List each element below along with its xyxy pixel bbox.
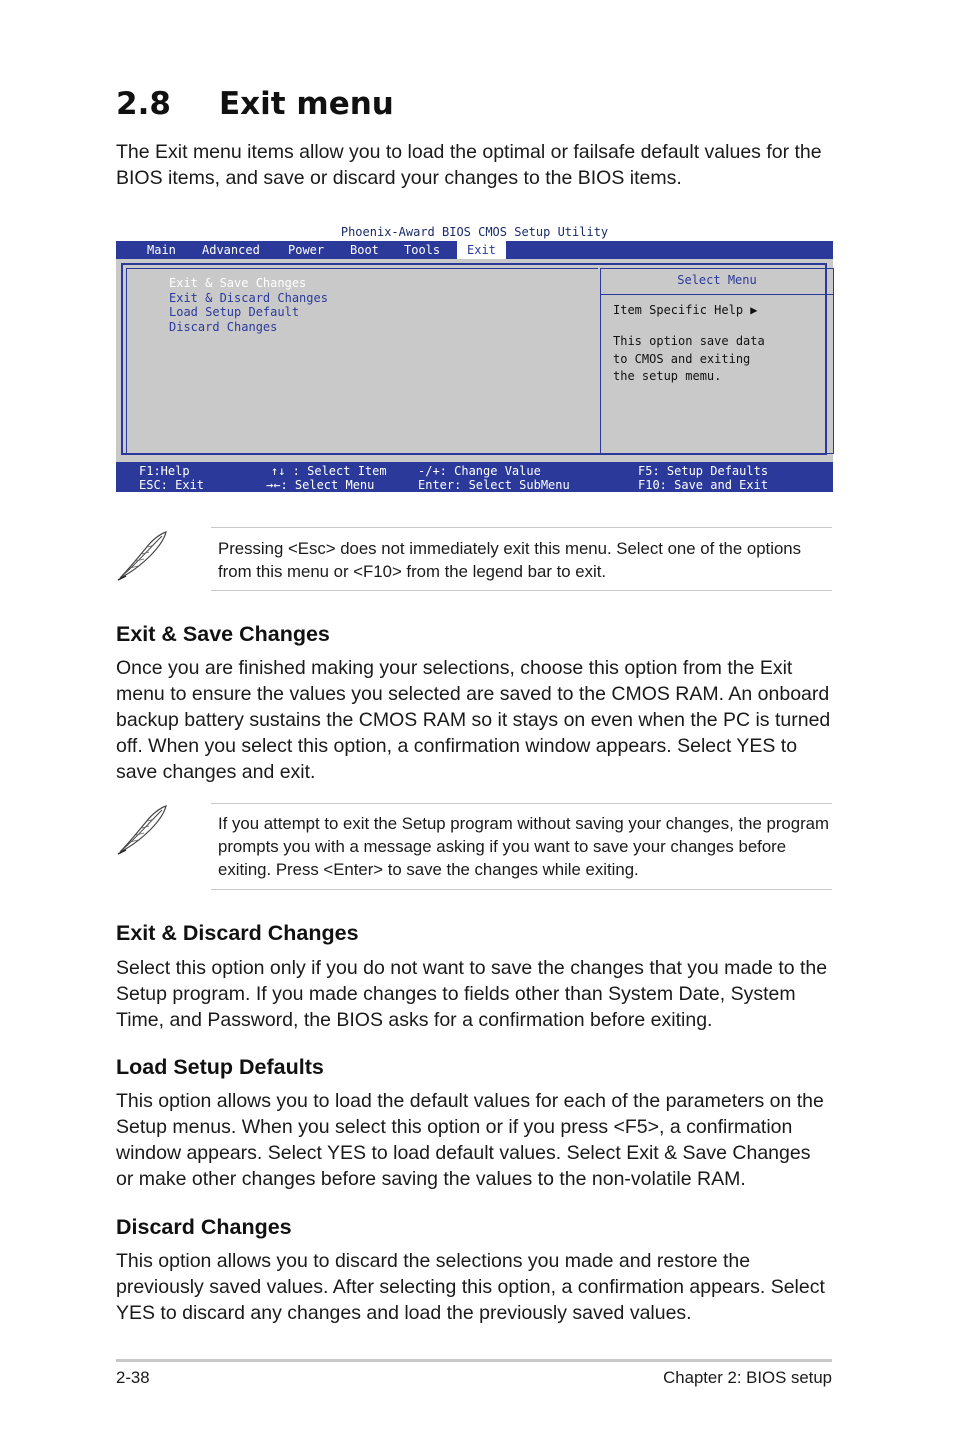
bios-help-line: to CMOS and exiting <box>613 351 751 366</box>
bios-title: Phoenix-Award BIOS CMOS Setup Utility <box>116 223 833 241</box>
page-title <box>116 86 394 122</box>
legend-f1: F1:Help <box>139 464 190 478</box>
section-body-discard: This option allows you to discard the selections you made and restore the previously saved values. After selecting this option, a confirmation appears. Select YES to discard any changes and load the previously saved values. <box>116 1250 825 1324</box>
section-body-exit-discard: Select this option only if you do not want to save the changes that you made to the Setup program. If you made changes to fields other than System Date, System Time, and Password, the BIOS asks for a confirmation before exiting. <box>116 957 828 1031</box>
section-heading-load-defaults: Load Setup Defaults <box>116 1055 324 1079</box>
page-number: 2-38 <box>116 1368 150 1387</box>
feather-pen-icon <box>116 804 168 856</box>
legend-leftright: →←: Select Menu <box>266 478 375 492</box>
note-text: If you attempt to exit the Setup program without saving your changes, the program prompts you with a message asking if you want to save your changes before exiting. Press <Enter> to save the changes while exiting. <box>218 814 829 879</box>
legend-enter: Enter: Select SubMenu <box>418 478 570 492</box>
note-rule-bottom <box>211 590 832 591</box>
bios-tab-power[interactable]: Power <box>288 243 325 257</box>
section-heading-exit-save: Exit & Save Changes <box>116 622 330 646</box>
bios-tab-tools[interactable]: Tools <box>404 243 441 257</box>
bios-screenshot <box>116 223 833 492</box>
bios-help-line: This option save data <box>613 334 765 348</box>
bios-item-exit-save[interactable]: Exit & Save Changes <box>169 276 307 290</box>
section-heading-discard: Discard Changes <box>116 1215 292 1239</box>
bios-item-list <box>126 268 598 454</box>
bios-legend-bar <box>116 462 833 492</box>
bios-main-panel <box>116 259 833 462</box>
chapter-label: Chapter 2: BIOS setup <box>663 1368 832 1387</box>
section-title: Exit menu <box>219 86 394 122</box>
bios-help-line: the setup memu. <box>613 369 722 383</box>
bios-tab-main[interactable]: Main <box>147 243 176 257</box>
triangle-right-icon: ▶ <box>750 303 758 317</box>
legend-esc: ESC: Exit <box>139 478 205 492</box>
legend-f10: F10: Save and Exit <box>638 478 769 492</box>
bios-item-exit-discard[interactable]: Exit & Discard Changes <box>169 290 328 305</box>
bios-help-panel <box>600 268 834 454</box>
note-rule-top <box>211 803 832 804</box>
section-body-load-defaults: This option allows you to load the default values for each of the parameters on the Setup menus. When you select this option or if you press <F5>, a confirmation window appears. Select YES to load default values. Select Exit & Save Changes or make other changes before saving the values to the non-volatile RAM. <box>116 1090 824 1190</box>
bios-menubar <box>116 241 833 259</box>
bios-tab-advanced[interactable]: Advanced <box>202 243 260 257</box>
note-rule-top <box>211 527 832 528</box>
bios-item-load-default[interactable]: Load Setup Default <box>169 305 300 319</box>
bios-item-discard[interactable]: Discard Changes <box>169 319 278 334</box>
bios-help-title: Item Specific Help ▶ <box>613 303 758 317</box>
bios-help-header: Select Menu <box>601 269 833 295</box>
footer-rule <box>116 1359 832 1362</box>
bios-tab-exit[interactable]: Exit <box>457 241 506 259</box>
legend-change: -/+: Change Value <box>418 464 541 478</box>
note-text: Pressing <Esc> does not immediately exit this menu. Select one of the options from this menu or <F10> from the legend bar to exit. <box>218 539 802 581</box>
legend-f5: F5: Setup Defaults <box>638 464 769 478</box>
section-number: 2.8 <box>116 86 171 122</box>
bios-frame <box>121 263 827 455</box>
section-heading-exit-discard: Exit & Discard Changes <box>116 921 359 945</box>
note-rule-bottom <box>211 889 832 890</box>
intro-paragraph: The Exit menu items allow you to load the optimal or failsafe default values for the BIOS items, and save or discard your changes to the BIOS items. <box>116 141 822 189</box>
legend-updown: ↑↓ : Select Item <box>271 464 387 478</box>
bios-tab-boot[interactable]: Boot <box>350 243 379 257</box>
feather-pen-icon <box>116 530 168 582</box>
section-body-exit-save: Once you are finished making your selections, choose this option from the Exit menu to ensure the values you selected are saved to the CMOS RAM. An onboard backup battery sustains the CMOS RAM so it stays on even when the PC is turned off. When you select this option, a confirmation window appears. Select YES to save changes and exit. <box>116 657 831 783</box>
